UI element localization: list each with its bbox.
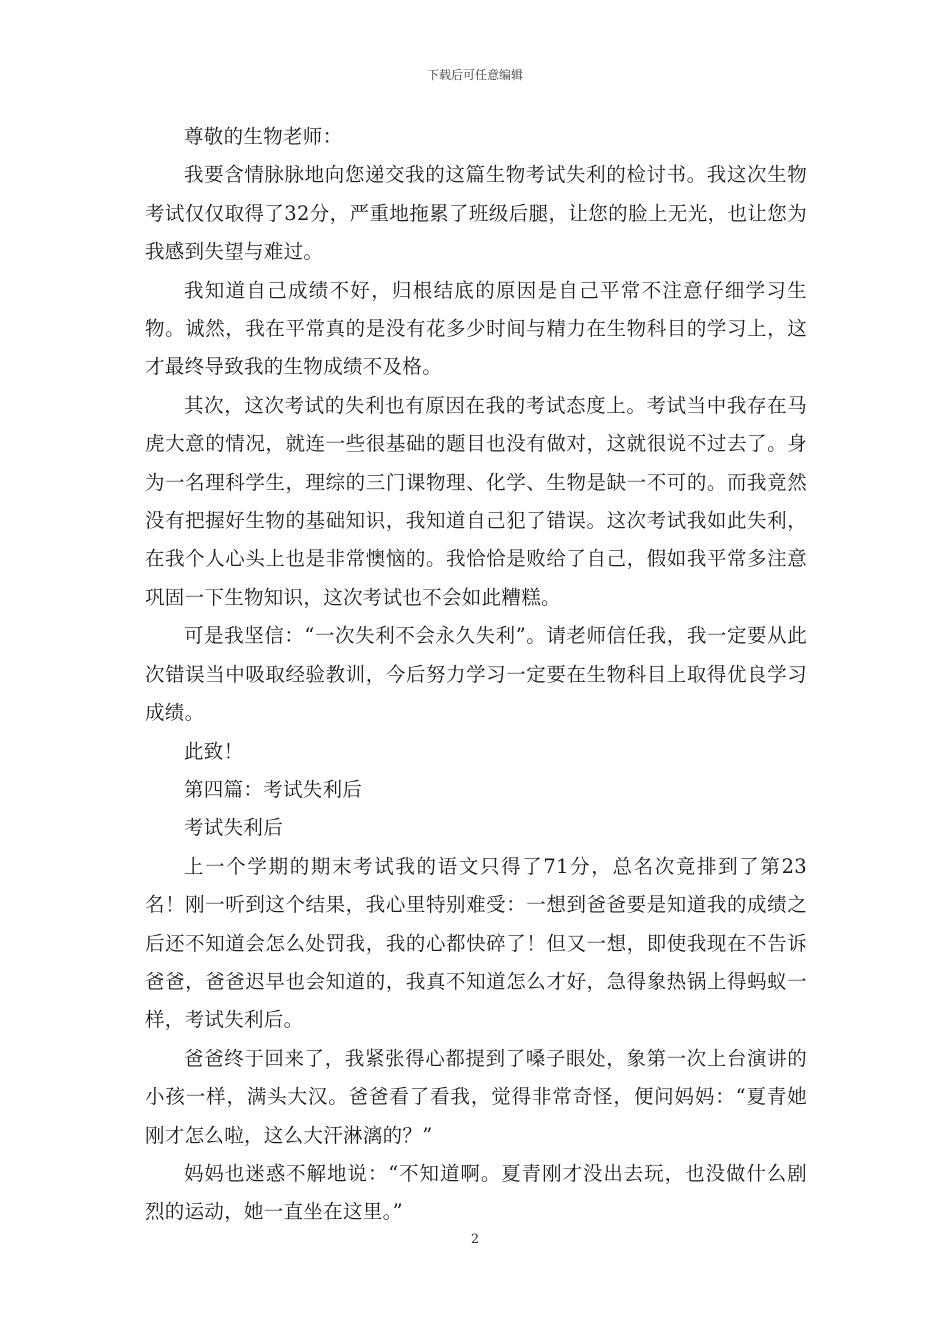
paragraph: 其次，这次考试的失利也有原因在我的考试态度上。考试当中我存在马虎大意的情况，就连一些很基础的题目也没有做对，这就很说不过去了。身为一名理科学生，理综的三门课物理、化学、生物是缺一不可的。而我竟然没有把握好生物的基础知识，我知道自己犯了错误。这次考试我如此失利，在我个人心头上也是非常懊恼的。我恰恰是败给了自己，假如我平常多注意巩固一下生物知识，这次考试也不会如此糟糕。 (145, 393, 807, 609)
salutation: 尊敬的生物老师： (184, 125, 343, 148)
paragraph: 我知道自己成绩不好，归根结底的原因是自己平常不注意仔细学习生物。诚然，我在平常真的是没有花多少时间与精力在生物科目的学习上，这才最终导致我的生物成绩不及格。 (145, 278, 807, 379)
paragraph: 爸爸终于回来了，我紧张得心都提到了嗓子眼处，象第一次上台演讲的小孩一样，满头大汉。爸爸看了看我，觉得非常奇怪，便问妈妈：“夏青她刚才怎么啦，这么大汗淋漓的？” (145, 1046, 807, 1147)
paragraph: 我要含情脉脉地向您递交我的这篇生物考试失利的检讨书。我这次生物考试仅仅取得了32分，严重地拖累了班级后腿，让您的脸上无光，也让您为我感到失望与难过。 (145, 163, 807, 264)
paragraph: 妈妈也迷惑不解地说：“不知道啊。夏青刚才没出去玩，也没做什么剧烈的运动，她一直坐在这里。” (145, 1161, 807, 1224)
section-heading: 第四篇：考试失利后 (184, 777, 363, 801)
essay-title: 考试失利后 (184, 816, 284, 840)
page-number: 2 (470, 1232, 480, 1247)
closing: 此致！ (184, 739, 244, 763)
paragraph: 可是我坚信：“一次失利不会永久失利”。请老师信任我，我一定要从此次错误当中吸取经验教训，今后努力学习一定要在生物科目上取得优良学习成绩。 (145, 624, 807, 725)
paragraph: 上一个学期的期末考试我的语文只得了71分，总名次竟排到了第23名！刚一听到这个结果，我心里特别难受：一想到爸爸要是知道我的成绩之后还不知道会怎么处罚我，我的心都快碎了！但又一想，即使我现在不告诉爸爸，爸爸迟早也会知道的，我真不知道怎么才好，急得象热锅上得蚂蚁一样，考试失利后。 (145, 854, 807, 1032)
document-body (145, 118, 807, 1232)
page-header: 下载后可任意编辑 (426, 68, 523, 82)
